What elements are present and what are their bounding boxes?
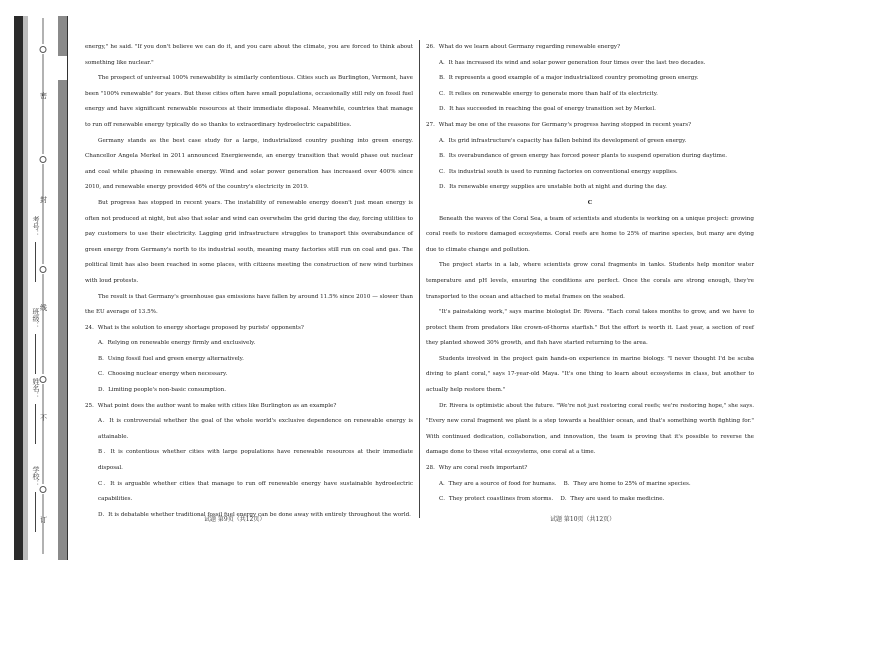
binding-bar-dark <box>14 16 23 560</box>
passage-paragraph: energy," he said. "If you don't believe we can do it, and you care about the climate, you are forced to think about something like nuclear." <box>85 44 413 66</box>
option-row-28ab <box>426 477 754 493</box>
class-label: 班级： <box>32 308 40 329</box>
cut-mark-circle <box>40 486 47 493</box>
passage-paragraph: The result is that Germany's greenhouse gas emissions have fallen by around 11.5% since 2010 — slower than the EU average of 13.5%. <box>85 293 413 316</box>
exam-number-label: 考号： <box>32 216 40 237</box>
exam-number-field <box>35 242 36 282</box>
cut-mark-circle <box>40 46 47 53</box>
passage-paragraph: Beneath the waves of the Coral Sea, a team of scientists and students is working on a unique project: growing coral reefs to restore damaged ecosystems. Coral reefs are home to 25% of marine species, but many are dying due to climate change and pollution. <box>426 215 754 253</box>
option-25d[interactable]: D．It is debatable whether traditional fossil fuel energy can be done away with entirely throughout the world. <box>98 511 411 518</box>
seal-char: 不 <box>39 414 48 421</box>
cut-mark-circle <box>40 266 47 273</box>
passage-paragraph: "It's painstaking work," says marine biologist Dr. Rivera. "Each coral takes months to grow, and we have to protect them from predators like crown-of-thorns starfish." But the effort is worth it. Last year, a section of reef they planted showed 30% growth, and fish have started returning to the area. <box>426 309 754 347</box>
cut-mark-circle <box>40 156 47 163</box>
option-26d[interactable]: D．It has succeeded in reaching the goal of energy transition set by Merkel. <box>439 106 656 113</box>
class-field <box>35 334 36 374</box>
seal-dash <box>43 18 44 44</box>
school-field <box>35 492 36 532</box>
passage-paragraph: Students involved in the project gain hands-on experience in marine biology. "I never thought I'd be scuba diving to plant coral," says 17-year-old Maya. "It's one thing to learn about ecosystems in class, but another to actually help restore them." <box>426 355 754 394</box>
binding-border <box>67 16 68 560</box>
option-27a[interactable]: A．Its grid infrastructure's capacity has fallen behind its development of green energy. <box>439 137 687 144</box>
passage-paragraph: But progress has stopped in recent years. The instability of renewable energy doesn't just mean energy is often not produced at night, but also that solar and wind can overwhelm the grid during the day, forcing utilities to pay customers to use their electricity. Lagging grid infrastructure struggles to transport this overabundance of green energy from Germany's north to its industrial south, meaning many factories still run on coal and gas. The political limit has also been reached in some places, with citizens meeting the construction of new wind turbines with loud protests. <box>85 199 413 284</box>
binding-block-main <box>58 80 67 560</box>
option-25a[interactable]: A．It is controversial whether the goal of the whole world's exclusive dependence on renewable energy is attainable. <box>98 418 413 440</box>
option-27d[interactable]: D．Its renewable energy supplies are unstable both at night and during the day. <box>439 184 667 191</box>
left-page-column <box>85 40 413 523</box>
seal-char: 订 <box>39 516 48 523</box>
option-24a[interactable]: A．Relying on renewable energy firmly and exclusively. <box>98 340 256 347</box>
question-stem-28: 28．Why are coral reefs important? <box>426 465 528 472</box>
section-heading-c: C <box>587 199 593 206</box>
name-label: 姓名： <box>32 378 40 399</box>
seal-dash <box>43 274 44 374</box>
option-24c[interactable]: C．Choosing nuclear energy when necessary. <box>98 371 228 378</box>
passage-paragraph: The prospect of universal 100% renewability is similarly contentious. Cities such as Burlington, Vermont, have been "100% renewable" for years. But these cities often have small populations, occasionally still rely on fossil fuel energy and have significant renewable resources at their immediate disposal. Meanwhile, countries that manage to run off renewable energy typically do so thanks to extraordinary hydroelectric capabilities. <box>85 75 413 128</box>
option-24d[interactable]: D．Limiting people's non-basic consumption. <box>98 387 226 394</box>
option-28b[interactable]: B．They are home to 25% of marine species. <box>563 480 691 487</box>
option-row-28cd <box>426 492 754 508</box>
seal-char: 封 <box>39 196 48 203</box>
name-field <box>35 404 36 444</box>
option-27b[interactable]: B．Its overabundance of green energy has forced power plants to suspend operation during daytime. <box>439 153 728 160</box>
passage-paragraph: The project starts in a lab, where scientists grow coral fragments in tanks. Students help monitor water temperature and pH levels, ensuring the conditions are perfect. Once the corals are strong enough, they're transported to the ocean and attached to metal frames on the seabed. <box>426 262 754 300</box>
seal-char: 线 <box>39 304 48 311</box>
question-stem-25: 25．What point does the author want to make with cities like Burlington as an example? <box>85 402 337 409</box>
option-26b[interactable]: B．It represents a good example of a major industrialized country promoting green energy. <box>439 75 699 82</box>
option-25b[interactable]: B．It is contentious whether cities with large populations have renewable resources at their immediate disposal. <box>98 449 413 472</box>
seal-dash <box>43 384 44 484</box>
page-footer-left: 试题 第9页（共12页） <box>204 516 266 523</box>
option-26a[interactable]: A．It has increased its wind and solar power generation four times over the last two decades. <box>439 59 706 66</box>
option-27c[interactable]: C．Its industrial south is used to running factories on conventional energy supplies. <box>439 168 678 175</box>
binding-margin <box>14 16 68 560</box>
seal-dash <box>43 164 44 264</box>
option-28c[interactable]: C．They protect coastlines from storms. <box>439 496 554 503</box>
option-24b[interactable]: B．Using fossil fuel and green energy alternatively. <box>98 355 244 362</box>
seal-dash <box>43 494 44 554</box>
passage-paragraph: Dr. Rivera is optimistic about the future. "We're not just restoring coral reefs; we're restoring hope," she says. "Every new coral fragment we plant is a step towards a healthier ocean, and that's something worth fighting for." With continued dedication, collaboration, and innovation, the team is proving that it's possible to reverse the damage done to these vital ecosystems, one coral at a time. <box>426 402 754 456</box>
page-footer-right: 试题 第10页（共12页） <box>550 516 616 523</box>
question-stem-27: 27．What may be one of the reasons for Germany's progress having stopped in recent years? <box>426 121 692 128</box>
option-28d[interactable]: D．They are used to make medicine. <box>560 496 665 503</box>
column-divider <box>419 40 420 518</box>
option-25c[interactable]: C．It is arguable whether cities that manage to run off renewable energy have sustainable hydroelectric capabilities. <box>98 480 413 503</box>
question-stem-26: 26．What do we learn about Germany regarding renewable energy? <box>426 44 621 50</box>
passage-paragraph: Germany stands as the best case study for a large, industrialized country pushing into green energy. Chancellor Angela Merkel in 2011 announced Energiewende, an energy transition that would phase out nuclear and coal while phasing in renewable energy. Wind and solar power generation has increased over 400% since 2010, and renewable energy provided 46% of the country's electricity in 2019. <box>85 137 413 191</box>
right-page-column <box>426 40 754 508</box>
seal-char: 密 <box>39 92 48 99</box>
school-label: 学校： <box>32 466 40 487</box>
question-stem-24: 24．What is the solution to energy shortage proposed by purists' opponents? <box>85 324 304 331</box>
seal-dash <box>43 54 44 154</box>
option-28a[interactable]: A．They are a source of food for humans. <box>439 480 557 487</box>
binding-block-top <box>58 16 67 56</box>
option-26c[interactable]: C．It relies on renewable energy to generate more than half of its electricity. <box>439 90 658 97</box>
